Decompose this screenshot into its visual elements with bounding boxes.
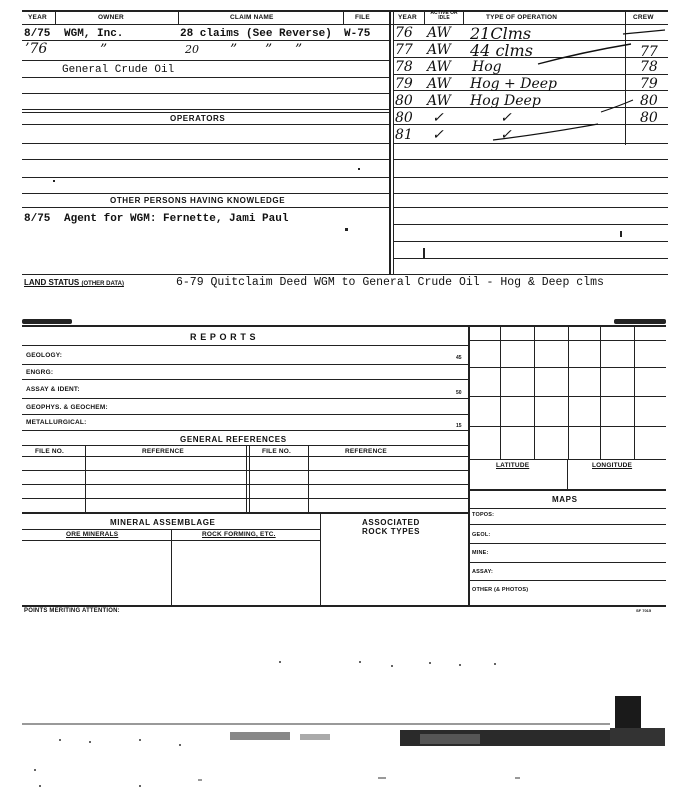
operation-status: AW [427,42,451,58]
file-header: FILE [355,14,370,21]
report-label-geology: GEOLOGY: [26,352,63,359]
form-number: SF 7015 [636,608,652,613]
operation-status: ✓ [432,127,444,143]
map-row-geol: GEOL: [472,532,491,538]
other-persons-text: Agent for WGM: Fernette, Jami Paul [64,213,289,225]
owner-row2-ditto3: ” [295,42,303,58]
operation-status: AW [427,25,451,41]
operation-year: 76 [395,25,413,41]
reports-title: R E P O R T S [190,332,257,342]
operation-crew: 79 [640,76,658,92]
operation-type: 21Clms [470,24,532,43]
operation-year: 81 [395,127,413,143]
owner-row2-claim-count: 20 [185,43,199,56]
ref-file-no2-header: FILE NO. [262,448,292,455]
handwritten-strokes [393,24,668,144]
points-meriting-attention: POINTS MERITING ATTENTION: [24,608,120,614]
operation-status: AW [427,76,451,92]
rock-forming-header: ROCK FORMING, ETC. [202,531,276,538]
longitude-label: LONGITUDE [592,462,633,469]
active-idle-header: ACTIVE OR IDLE [430,10,458,21]
report-label-metallurgical: METALLURGICAL: [26,419,87,426]
owner-row1-file: W-75 [344,28,371,40]
operation-crew: 80 [640,93,658,109]
owner-row1-year: 8/75 [24,28,51,40]
maps-title: MAPS [552,495,578,504]
ore-minerals-header: ORE MINERALS [66,531,119,538]
operation-status: AW [427,93,451,109]
operation-year: 80 [395,93,413,109]
owner-row1-claim: 28 claims (See Reverse) [180,28,332,40]
operation-status: AW [427,59,451,75]
operation-type: Hog [472,59,502,75]
operators-label: OPERATORS [170,114,226,123]
operation-year: 80 [395,110,413,126]
owner-row2-owner: ” [100,42,108,58]
operation-type: ✓ [500,127,512,143]
rock-types-label: ROCK TYPES [362,527,421,536]
report-label-assay: ASSAY & IDENT: [26,386,80,393]
report-label-engrg: ENGRG: [26,369,54,376]
operation-type: ✓ [500,110,512,126]
operation-crew: 77 [640,44,658,60]
crew-header: CREW [633,14,654,21]
ref-reference-header: REFERENCE [142,448,184,455]
owner-row2-ditto2: ” [265,42,273,58]
type-of-operation-header: TYPE OF OPERATION [486,14,558,21]
land-status-label: LAND STATUS (OTHER DATA) [24,278,124,287]
operation-crew: 78 [640,59,658,75]
land-status-text: 6-79 Quitclaim Deed WGM to General Crude Oil - Hog & Deep clms [176,276,604,289]
map-row-mine: MINE: [472,550,489,556]
general-references-title: GENERAL REFERENCES [180,435,287,444]
report-num-metallurgical: 15 [456,423,462,429]
ref-reference2-header: REFERENCE [345,448,387,455]
latitude-label: LATITUDE [496,462,530,469]
operation-year: 78 [395,59,413,75]
year2-header: YEAR [398,14,417,21]
claim-name-header: CLAIM NAME [230,14,274,21]
report-num-geology: 45 [456,355,462,361]
owner-header: OWNER [98,14,124,21]
owner-row2-year: ’76 [25,41,48,57]
owner-row1-owner: WGM, Inc. [64,28,124,40]
map-row-assay: ASSAY: [472,569,494,575]
operation-type: Hog + Deep [470,76,557,92]
operation-year: 77 [395,42,413,58]
operation-type: Hog Deep [470,93,541,109]
operation-type: 44 clms [470,41,533,60]
map-row-other: OTHER (& PHOTOS) [472,587,529,593]
mineral-assemblage-title: MINERAL ASSEMBLAGE [110,518,216,527]
ref-file-no-header: FILE NO. [35,448,65,455]
associated-label: ASSOCIATED [362,518,420,527]
report-num-assay: 50 [456,390,462,396]
year-header: YEAR [28,14,47,21]
owner-row2-ditto1: ” [230,42,238,58]
owner-row3-owner: General Crude Oil [62,64,175,76]
other-persons-label: OTHER PERSONS HAVING KNOWLEDGE [110,196,286,205]
other-persons-year: 8/75 [24,213,51,225]
operation-status: ✓ [432,110,444,126]
scan-artifacts [0,650,678,800]
operation-crew: 80 [640,110,658,126]
map-row-topos: TOPOS: [472,512,495,518]
report-label-geophys: GEOPHYS. & GEOCHEM: [26,404,108,411]
operation-year: 79 [395,76,413,92]
